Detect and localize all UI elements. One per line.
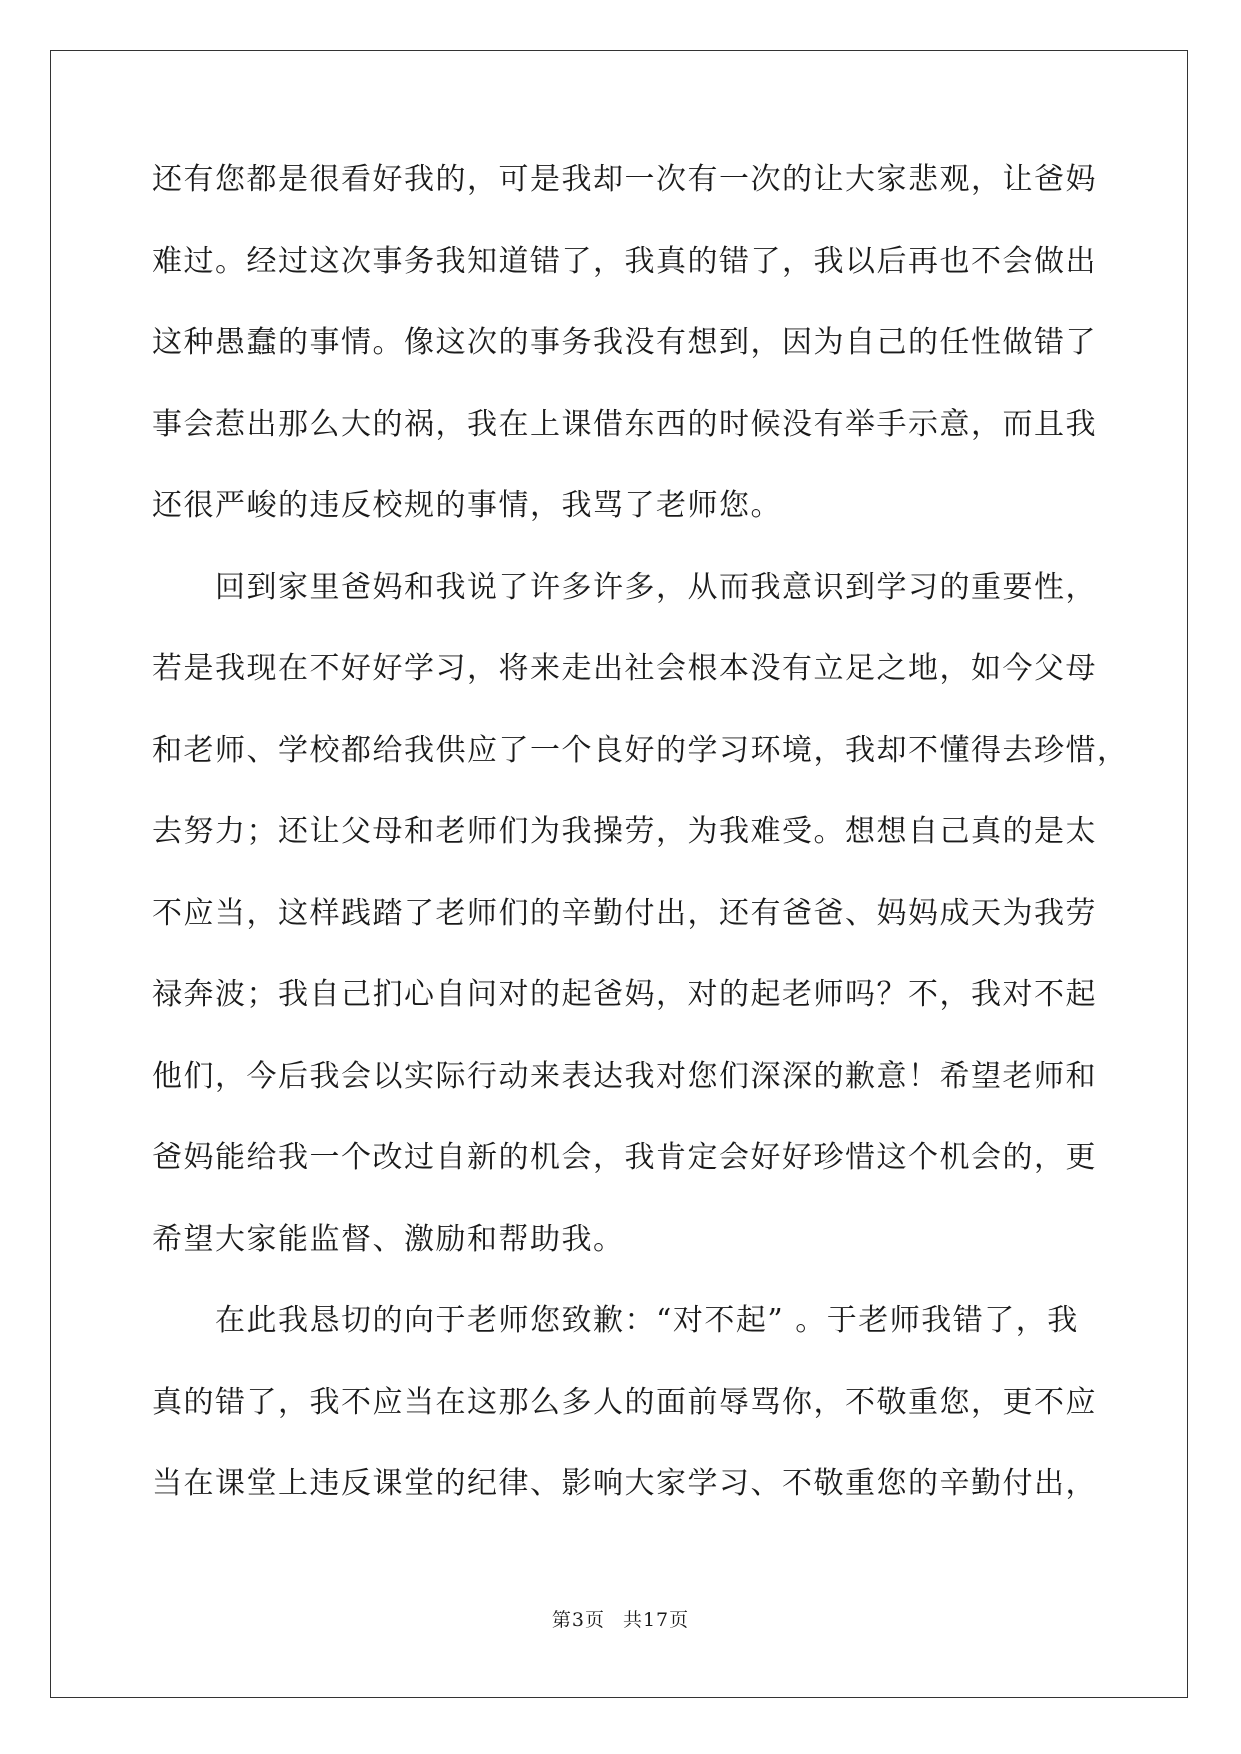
text-line: 希望大家能监督、激励和帮助我。 [152, 1221, 625, 1257]
text-line: 在此我恳切的向于老师您致歉：“对不起” 。于老师我错了，我 [152, 1303, 1079, 1338]
page-footer [0, 1605, 1241, 1632]
text-line: 爸妈能给我一个改过自新的机会，我肯定会好好珍惜这个机会的，更 [152, 1140, 1097, 1175]
page-number: 第3页 [551, 1609, 605, 1631]
text-line: 去努力；还让父母和老师们为我操劳，为我难受。想想自己真的是太 [152, 814, 1097, 849]
text-line: 还很严峻的违反校规的事情，我骂了老师您。 [152, 488, 782, 523]
text-line: 当在课堂上违反课堂的纪律、影响大家学习、不敬重您的辛勤付出， [152, 1466, 1097, 1501]
text-line: 禄奔波；我自己扪心自问对的起爸妈，对的起老师吗？不，我对不起 [152, 977, 1097, 1012]
text-line: 真的错了，我不应当在这那么多人的面前辱骂你，不敬重您，更不应 [152, 1384, 1097, 1420]
text-line: 还有您都是很看好我的，可是我却一次有一次的让大家悲观，让爸妈 [152, 162, 1097, 197]
text-line: 难过。经过这次事务我知道错了，我真的错了，我以后再也不会做出 [152, 243, 1097, 279]
text-line: 和老师、学校都给我供应了一个良好的学习环境，我却不懂得去珍惜， [152, 732, 1129, 768]
text-line: 事会惹出那么大的祸，我在上课借东西的时候没有举手示意，而且我 [152, 406, 1097, 442]
text-line: 不应当，这样践踏了老师们的辛勤付出，还有爸爸、妈妈成天为我劳 [152, 895, 1097, 931]
text-line: 回到家里爸妈和我说了许多许多，从而我意识到学习的重要性， [152, 569, 1097, 605]
page-total: 共17页 [622, 1609, 690, 1631]
text-line: 他们，今后我会以实际行动来表达我对您们深深的歉意！希望老师和 [152, 1058, 1097, 1094]
text-line: 这种愚蠢的事情。像这次的事务我没有想到，因为自己的任性做错了 [152, 325, 1097, 360]
text-line: 若是我现在不好好学习，将来走出社会根本没有立足之地，如今父母 [152, 651, 1097, 686]
document-body [152, 162, 1129, 1551]
